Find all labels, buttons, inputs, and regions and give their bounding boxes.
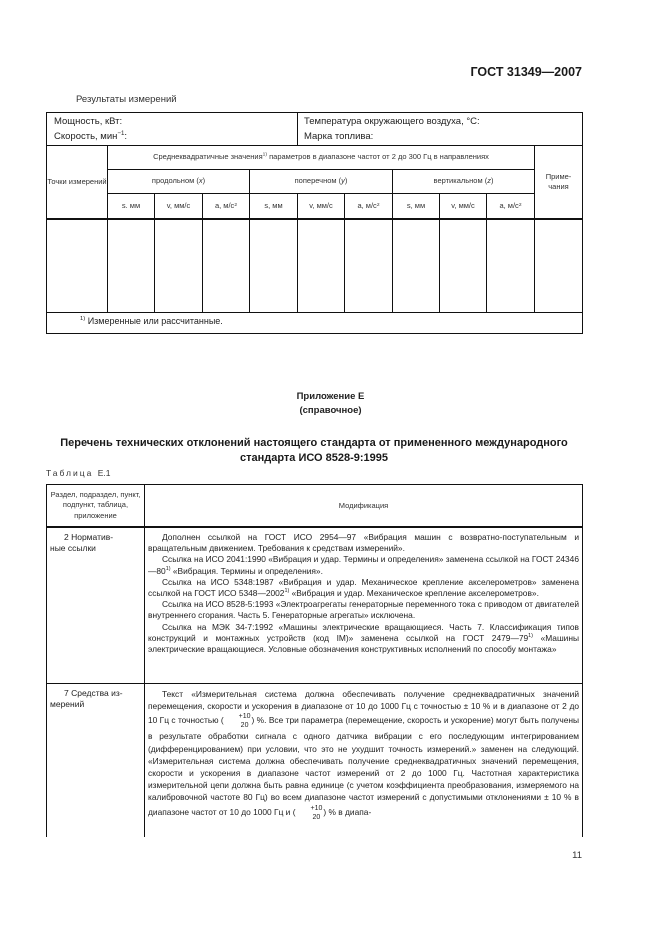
power-label: Мощность, кВт: [54, 116, 123, 127]
appendix-main-title: Перечень технических отклонений настоящего стандарта от примененного международного стандарта ИСО 8528-9:1995 [60, 437, 568, 465]
row-section-label: 2 Норматив- ные ссылки [50, 532, 114, 554]
speed-label: Скорость, мин$^{-1}$: [54, 129, 128, 142]
table-footnote: $^{1)}$ Измеренные или рассчитанные. [80, 316, 223, 326]
table-divider [46, 312, 583, 313]
table-border [582, 484, 583, 837]
table-border [46, 112, 583, 113]
table-border [46, 333, 583, 334]
table-border [46, 484, 47, 837]
header-section: Раздел, подраздел, пункт, подпункт, таблица, приложение [50, 490, 141, 520]
header-unit-displacement: s. мм [121, 200, 141, 210]
temperature-label: Температура окружающего воздуха, °С: [304, 116, 480, 127]
header-bottom-rule [46, 218, 583, 220]
header-unit-displacement: s, мм [264, 200, 283, 210]
header-measurement-points: Точки измерений [47, 176, 107, 186]
page-number: 11 [572, 850, 582, 861]
header-unit-velocity: v, мм/с [451, 200, 475, 210]
header-unit-velocity: v, мм/с [166, 200, 191, 210]
table-divider [144, 484, 145, 837]
header-direction-x: продольном ( x ) [151, 176, 206, 186]
header-modification: Модификация [338, 501, 389, 510]
header-rms-values: Среднеквадратичные значения$^{1)}$ параметров в диапазоне частот от 2 до 300 Гц в направлениях [153, 152, 489, 162]
table-divider [46, 683, 583, 684]
header-unit-velocity: v, мм/с [309, 200, 333, 210]
header-direction-y: поперечном ( y ) [294, 176, 348, 186]
fuel-label: Марка топлива: [304, 131, 374, 142]
results-caption: Результаты измерений [76, 94, 177, 105]
header-unit-acceleration: a, м/с 2 [499, 200, 522, 210]
header-direction-z: вертикальном ( z ) [433, 176, 494, 186]
tolerance-fraction: +10 20 [310, 804, 323, 821]
appendix-subtitle: (справочное) [299, 405, 362, 416]
table-divider [297, 112, 298, 145]
row-modification-text: Дополнен ссылкой на ГОСТ ИСО 2954—97 «Вибрация машин с возвратно-поступательным и вращательным движением. Требования к средствам измерений». Ссылка на ИСО 2041:1990 «Вибрация и удар. Термины и определения» заменена ссылкой на ГОСТ 24346—80$^{1)}$ «Вибрация. Термины и определения». Ссылка на ИСО 5348:1987 «Вибрация и удар. Механическое крепление акселерометров» заменена ссылкой на ГОСТ ИСО 5348—2002$^{1)}$ «Вибрация и удар. Механическое крепление акселерометров». Ссылка на ИСО 8528-5:1993 «Электроагрегаты генераторные переменного тока с приводом от двигателей внутреннего сгорания. Часть 5. Генераторные агрегаты» исключена. Ссылка на МЭК 34-7:1992 «Машины электрические вращающиеся. Часть 7. Классификация типов конструкций и монтажных устройств (код IM)» заменена ссылкой на ГОСТ 2479—79$^{1)}$ «Машины электрические вращающиеся. Условные обозначения конструктивных исполнений по способу монтажа» [148, 532, 579, 655]
appendix-title: Приложение Е [296, 391, 365, 402]
header-unit-acceleration: a, м/с 2 [357, 200, 380, 210]
table-label: Таблица Е.1 [46, 468, 111, 478]
row-section-label: 7 Средства из- мерений [50, 688, 123, 710]
header-unit-displacement: s, мм [406, 200, 426, 210]
header-notes: Приме-чания [545, 171, 572, 191]
document-code: ГОСТ 31349—2007 [470, 65, 582, 79]
row-modification-text: Текст «Измерительная система должна обеспечивать получение среднеквадратичных значений перемещения, скорости и ускорения в диапазоне от 10 до 1000 Гц с точностью ± 10 % и в диапазоне от 2 до 10 Гц с точностью ( +10 20 ) %. Все три параметра (перемещение, скорость и ускорение) могут быть получены в результате обработки сигнала с одного датчика вибрации с его последующим интегрированием (дифференцированием) при условии, что это не ухудшит точность измерений.» заменен на следующий. «Измерительная система должна обеспечивать получение среднеквадратичных значений перемещения, скорости и ускорения в диапазоне частот измерений от 2 до 1000 Гц. Частотная характеристика измерительной цепи должна быть равна единице (с учетом коэффициента преобразования, измеряемого на калибровочной частоте 80 Гц) во всем диапазоне частот измерений с допустимыми отклонениями ± 10 % в диапазоне частот от 10 до 1000 Гц и ( +10 20 ) % в диапа- [148, 689, 579, 821]
header-unit-acceleration: a, м/с 2 [214, 200, 238, 210]
tolerance-fraction: +10 20 [238, 713, 251, 730]
